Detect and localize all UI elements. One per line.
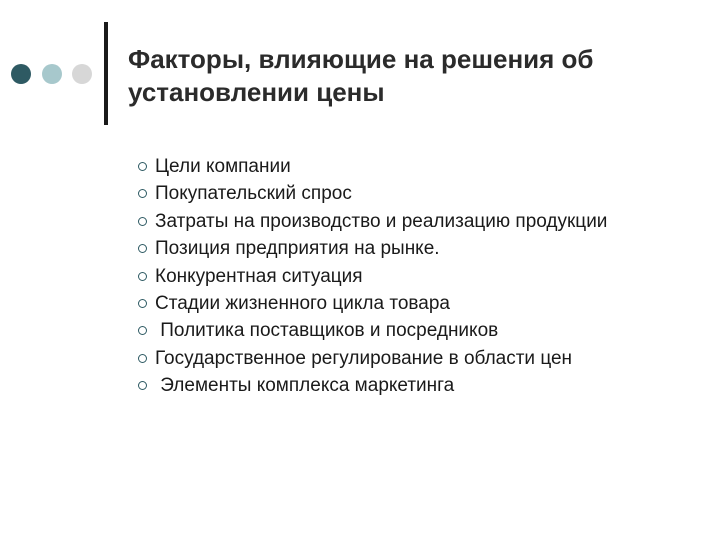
bullet-text: Элементы комплекса маркетинга bbox=[155, 375, 455, 397]
bullet-icon bbox=[138, 381, 147, 390]
decorative-dot-dark bbox=[11, 64, 31, 84]
list-item bbox=[138, 372, 455, 399]
bullet-text: Стадии жизненного цикла товара bbox=[155, 292, 450, 314]
list-item bbox=[138, 345, 573, 372]
decorative-dot-gray bbox=[72, 64, 92, 84]
decorative-dot-light bbox=[42, 64, 62, 84]
list-item bbox=[138, 208, 608, 235]
title-divider bbox=[104, 22, 108, 125]
list-item bbox=[138, 153, 291, 180]
bullet-text: Конкурентная ситуация bbox=[155, 265, 363, 287]
bullet-icon bbox=[138, 217, 147, 226]
bullet-icon bbox=[138, 162, 147, 171]
bullet-text: Затраты на производство и реализацию продукции bbox=[155, 210, 608, 232]
list-item bbox=[138, 317, 499, 344]
bullet-icon bbox=[138, 272, 147, 281]
list-item bbox=[138, 235, 440, 262]
bullet-icon bbox=[138, 244, 147, 253]
bullet-text: Государственное регулирование в области цен bbox=[155, 347, 573, 369]
bullet-text: Политика поставщиков и посредников bbox=[155, 320, 499, 342]
bullet-icon bbox=[138, 326, 147, 335]
bullet-icon bbox=[138, 189, 147, 198]
bullet-text: Покупательский спрос bbox=[155, 183, 352, 205]
list-item bbox=[138, 263, 363, 290]
bullet-icon bbox=[138, 354, 147, 363]
slide-title: Факторы, влияющие на решения об установлении цены bbox=[128, 44, 594, 107]
bullet-list bbox=[138, 153, 608, 400]
bullet-text: Цели компании bbox=[155, 156, 291, 177]
bullet-icon bbox=[138, 299, 147, 308]
bullet-text: Позиция предприятия на рынке. bbox=[155, 238, 440, 260]
list-item bbox=[138, 290, 450, 317]
list-item bbox=[138, 180, 352, 207]
